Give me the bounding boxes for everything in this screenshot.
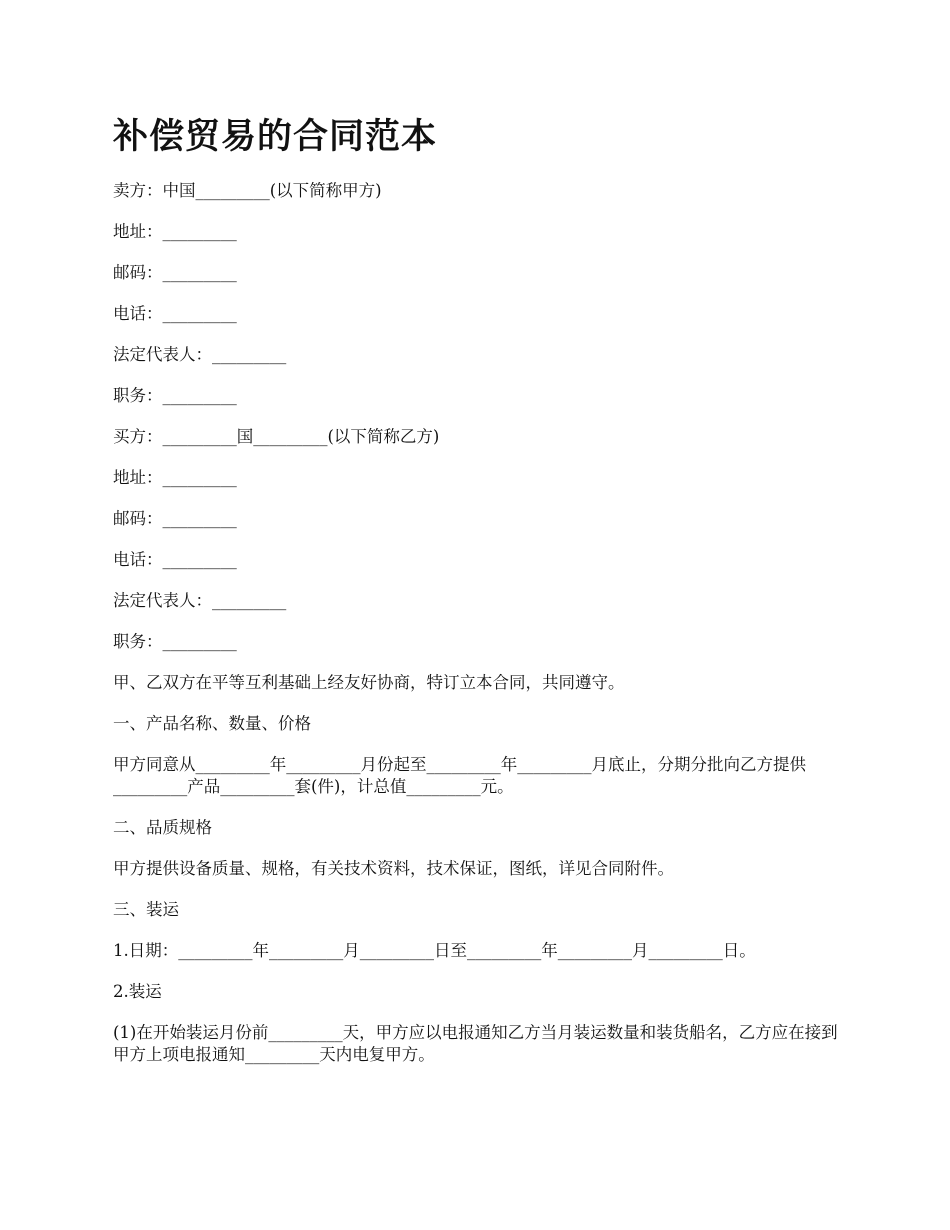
product-clause: 甲方同意从_________年_________月份起至_________年_________月底止，分期分批向乙方提供_________产品_________套(件)，计总值_________元。 <box>113 755 806 796</box>
section-heading-shipping: 三、装运 <box>113 900 179 919</box>
buyer-legal-rep: 法定代表人：_________ <box>113 591 287 610</box>
preamble: 甲、乙双方在平等互利基础上经友好协商，特订立本合同，共同遵守。 <box>113 673 625 692</box>
document-title: 补偿贸易的合同范本 <box>113 117 438 157</box>
buyer-position: 职务：_________ <box>113 632 237 651</box>
seller-line: 卖方：中国_________(以下简称甲方) <box>113 181 382 200</box>
shipping-date-clause: 1.日期：_________年_________月_________日至_________年_________月_________日。 <box>113 941 756 960</box>
section-heading-quality: 二、品质规格 <box>113 818 212 837</box>
shipping-notice-clause: (1)在开始装运月份前_________天，甲方应以电报通知乙方当月装运数量和装货船名，乙方应在接到甲方上项电报通知_________天内电复甲方。 <box>113 1023 838 1064</box>
buyer-phone: 电话：_________ <box>113 550 237 569</box>
seller-postcode: 邮码：_________ <box>113 263 237 282</box>
shipping-subheading: 2.装运 <box>113 982 162 1001</box>
section-heading-product: 一、产品名称、数量、价格 <box>113 714 311 733</box>
seller-phone: 电话：_________ <box>113 304 237 323</box>
seller-legal-rep: 法定代表人：_________ <box>113 345 287 364</box>
seller-address: 地址：_________ <box>113 222 237 241</box>
buyer-address: 地址：_________ <box>113 468 237 487</box>
buyer-line: 买方：_________国_________(以下简称乙方) <box>113 427 440 446</box>
buyer-postcode: 邮码：_________ <box>113 509 237 528</box>
quality-clause: 甲方提供设备质量、规格，有关技术资料，技术保证，图纸，详见合同附件。 <box>113 859 674 878</box>
seller-position: 职务：_________ <box>113 386 237 405</box>
